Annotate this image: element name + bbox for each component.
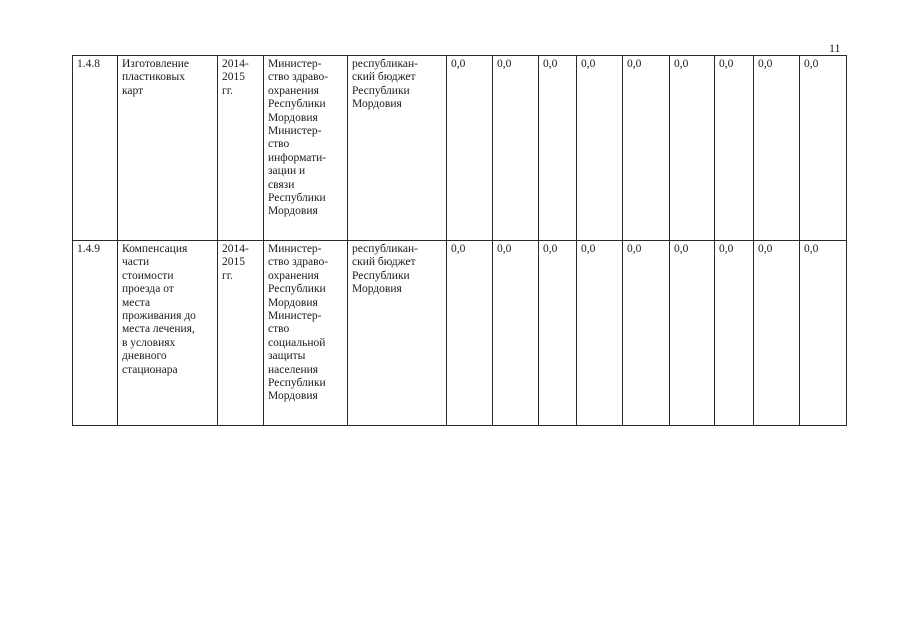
period-cell: 2014- 2015 гг. <box>218 241 264 426</box>
value-cell: 0,0 <box>447 56 493 241</box>
activity-code-cell: 1.4.9 <box>73 241 118 426</box>
value-cell: 0,0 <box>623 56 670 241</box>
value-cell: 0,0 <box>539 56 577 241</box>
value-cell: 0,0 <box>493 241 539 426</box>
executor-cell: Министер- ство здраво- охранения Республики Мордовия Министер- ство информати- зации и связи Республики Мордовия <box>264 56 348 241</box>
value-cell: 0,0 <box>754 241 800 426</box>
value-cell: 0,0 <box>577 56 623 241</box>
value-cell: 0,0 <box>670 241 715 426</box>
activity-name-cell: Компенсация части стоимости проезда от места проживания до места лечения, в условиях дневного стационара <box>118 241 218 426</box>
value-cell: 0,0 <box>754 56 800 241</box>
value-cell: 0,0 <box>577 241 623 426</box>
page-number: 11 <box>829 41 841 55</box>
value-cell: 0,0 <box>623 241 670 426</box>
value-cell: 0,0 <box>670 56 715 241</box>
table-row <box>73 56 847 241</box>
funding-source-cell: республикан- ский бюджет Республики Мордовия <box>348 241 447 426</box>
value-cell: 0,0 <box>800 56 847 241</box>
value-cell: 0,0 <box>447 241 493 426</box>
value-cell: 0,0 <box>539 241 577 426</box>
period-cell: 2014- 2015 гг. <box>218 56 264 241</box>
table-row <box>73 241 847 426</box>
executor-cell: Министер- ство здраво- охранения Республики Мордовия Министер- ство социальной защиты населения Республики Мордовия <box>264 241 348 426</box>
activity-code-cell: 1.4.8 <box>73 56 118 241</box>
activity-name-cell: Изготовление пластиковых карт <box>118 56 218 241</box>
funding-source-cell: республикан- ский бюджет Республики Мордовия <box>348 56 447 241</box>
value-cell: 0,0 <box>493 56 539 241</box>
value-cell: 0,0 <box>800 241 847 426</box>
value-cell: 0,0 <box>715 56 754 241</box>
program-activities-table <box>72 55 847 426</box>
value-cell: 0,0 <box>715 241 754 426</box>
